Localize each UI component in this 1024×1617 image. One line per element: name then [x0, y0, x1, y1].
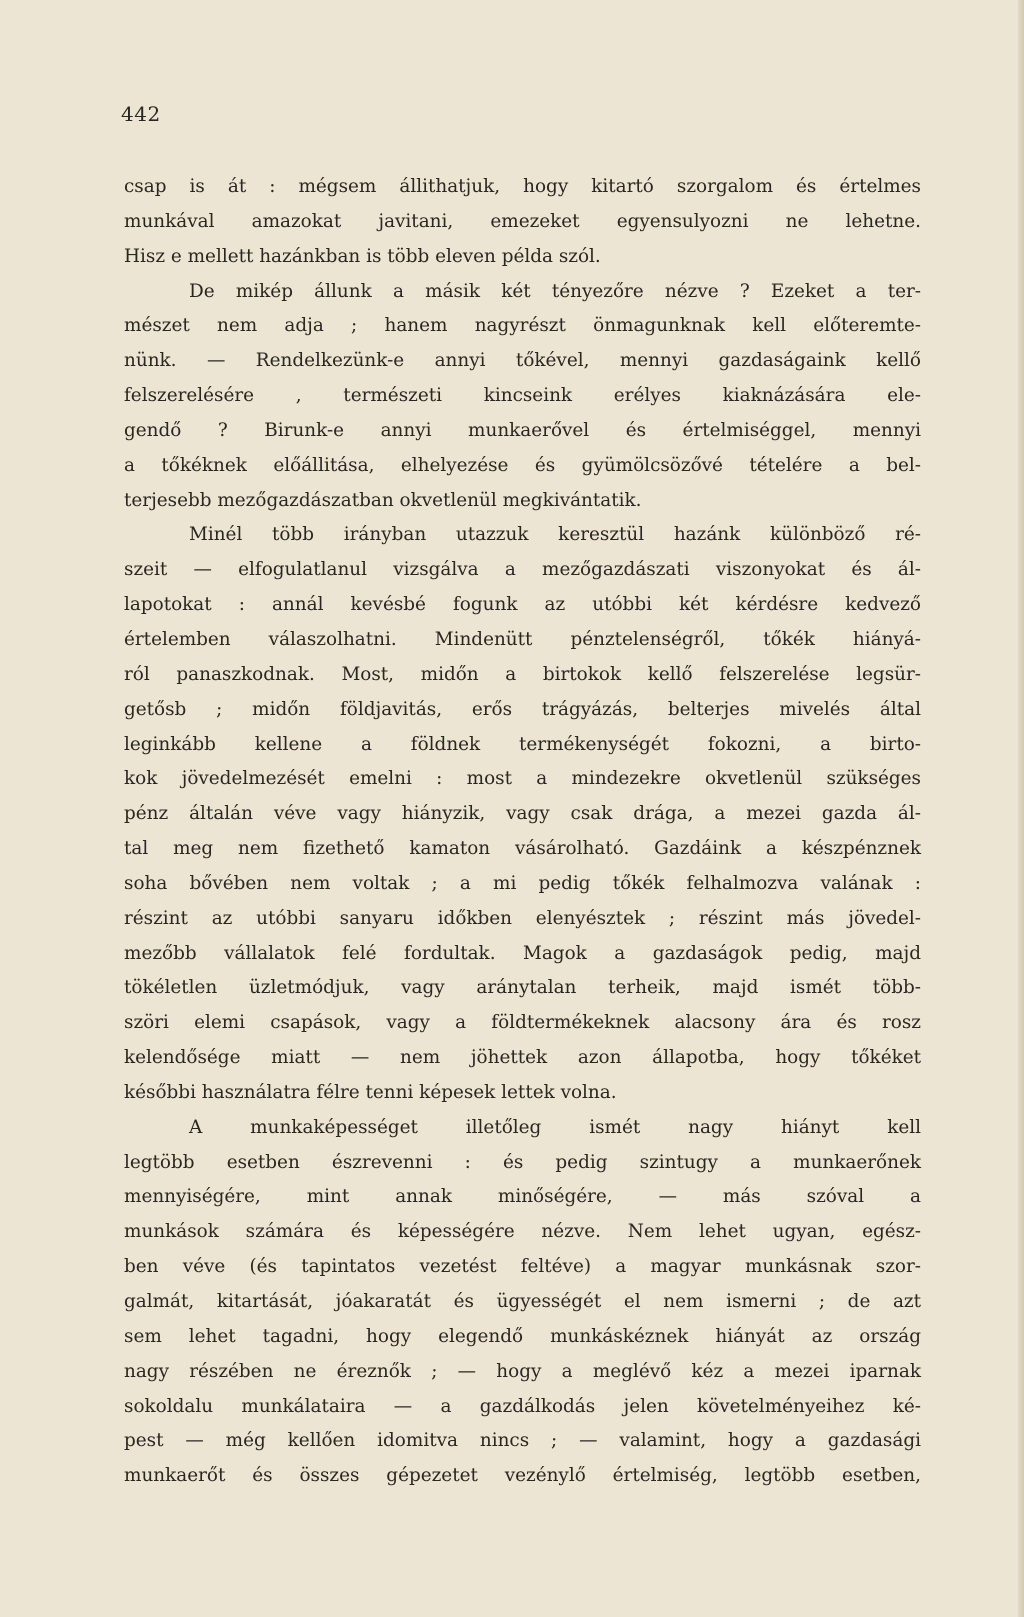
text-line: De mikép állunk a másik két tényezőre nézve ? Ezeket a ter- [189, 280, 921, 302]
text-line: lapotokat : annál kevésbé fogunk az utóbbi két kérdésre kedvező [124, 594, 921, 616]
text-line: munkaerőt és összes gépezetet vezénylő értelmiség, legtöbb esetben, [124, 1465, 921, 1487]
text-line: tal meg nem fizethető kamaton vásárolható. Gazdáink a készpénznek [124, 838, 921, 860]
text-line: ben véve (és tapintatos vezetést feltéve) a magyar munkásnak szor- [124, 1256, 921, 1278]
page-number: 442 [121, 102, 161, 126]
text-line: getősb ; midőn földjavitás, erős trágyázás, belterjes mivelés által [124, 698, 921, 720]
text-line: munkával amazokat javitani, emezeket egyensulyozni ne lehetne. [124, 210, 921, 232]
text-line: sokoldalu munkálataira — a gazdálkodás jelen követelményeihez ké- [124, 1395, 921, 1417]
text-line: a tőkéknek előállitása, elhelyezése és gyümölcsözővé tételére a bel- [124, 454, 921, 476]
text-line: munkások számára és képességére nézve. Nem lehet ugyan, egész- [124, 1221, 921, 1243]
page-edge [1018, 0, 1024, 1617]
text-line: ról panaszkodnak. Most, midőn a birtokok kellő felszerelése legsür- [124, 663, 921, 685]
text-line: A munkaképességet illetőleg ismét nagy hiányt kell [189, 1116, 921, 1138]
text-line: nünk. — Rendelkezünk-e annyi tőkével, mennyi gazdaságaink kellő [124, 350, 921, 372]
text-line: Hisz e mellett hazánkban is több eleven példa szól. [124, 245, 601, 267]
body-text [124, 170, 921, 1494]
text-line: tökéletlen üzletmódjuk, vagy aránytalan terheik, majd ismét több- [124, 977, 921, 999]
text-line: soha bővében nem voltak ; a mi pedig tőkék felhalmozva valának : [124, 872, 921, 894]
text-line: gendő ? Birunk-e annyi munkaerővel és értelmiséggel, mennyi [124, 419, 921, 441]
text-line: csap is át : mégsem állithatjuk, hogy kitartó szorgalom és értelmes [124, 176, 921, 197]
text-line: felszerelésére , természeti kincseink erélyes kiaknázására ele- [124, 385, 921, 407]
text-line: Minél több irányban utazzuk keresztül hazánk különböző ré- [189, 524, 921, 546]
text-line: későbbi használatra félre tenni képesek lettek volna. [124, 1081, 617, 1103]
text-line: mészet nem adja ; hanem nagyrészt önmagunknak kell előteremte- [124, 315, 921, 337]
text-line: galmát, kitartását, jóakaratát és ügyességét el nem ismerni ; de azt [124, 1291, 921, 1312]
text-line: kelendősége miatt — nem jöhettek azon állapotba, hogy tőkéket [124, 1047, 921, 1069]
text-line: részint az utóbbi sanyaru időkben elenyésztek ; részint más jövedel- [124, 907, 921, 929]
text-line: pest — még kellően idomitva nincs ; — valamint, hogy a gazdasági [124, 1430, 921, 1452]
text-line: mennyiségére, mint annak minőségére, — más szóval a [124, 1186, 921, 1208]
text-line: terjesebb mezőgazdászatban okvetlenül megkivántatik. [124, 489, 642, 511]
text-line: szöri elemi csapások, vagy a földtermékeknek alacsony ára és rosz [124, 1012, 921, 1034]
text-line: legtöbb esetben észrevenni : és pedig szintugy a munkaerőnek [124, 1151, 921, 1173]
text-line: kok jövedelmezését emelni : most a mindezekre okvetlenül szükséges [124, 768, 921, 790]
text-line: értelemben válaszolhatni. Mindenütt pénztelenségről, tőkék hiányá- [124, 628, 921, 650]
text-line: szeit — elfogulatlanul vizsgálva a mezőgazdászati viszonyokat és ál- [124, 559, 921, 581]
text-line: leginkább kellene a földnek termékenységét fokozni, a birto- [124, 733, 921, 755]
text-line: sem lehet tagadni, hogy elegendő munkáskéznek hiányát az ország [124, 1325, 921, 1347]
text-line: pénz általán véve vagy hiányzik, vagy csak drága, a mezei gazda ál- [124, 803, 921, 825]
text-line: mezőbb vállalatok felé fordultak. Magok a gazdaságok pedig, majd [124, 942, 921, 964]
text-line: nagy részében ne éreznők ; — hogy a meglévő kéz a mezei iparnak [124, 1360, 921, 1382]
